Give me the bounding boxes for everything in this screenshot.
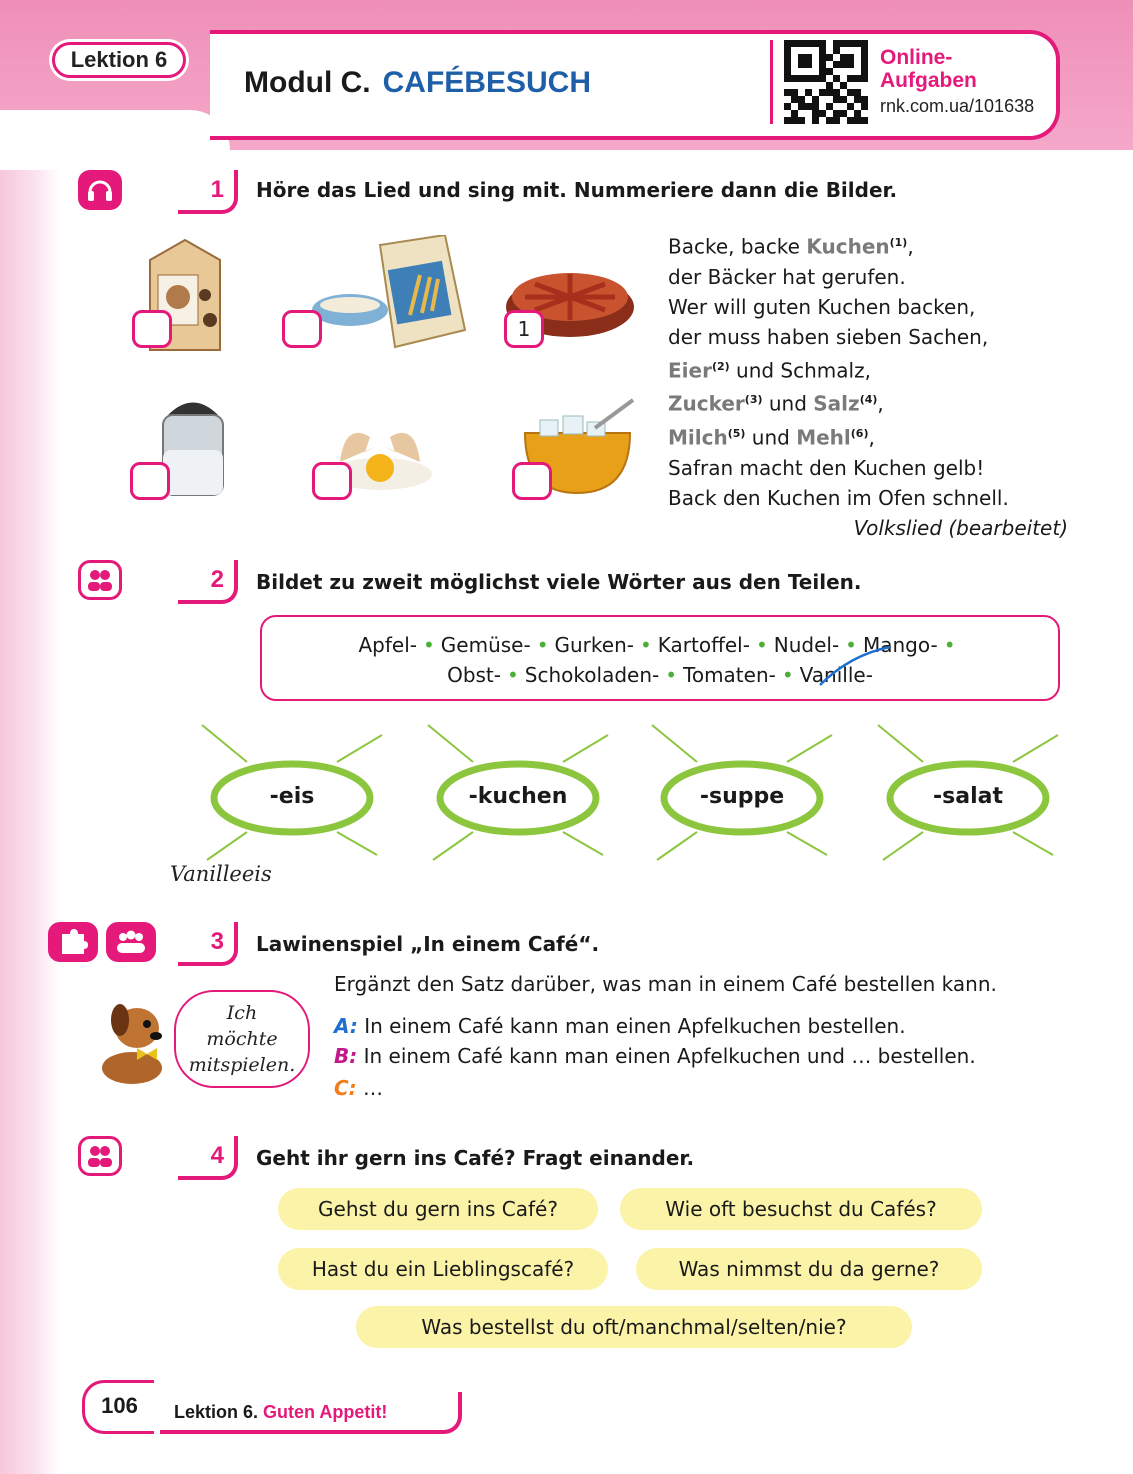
task-number: 3 [178,922,238,966]
suffix-cloud [192,720,392,880]
suffix-label: -eis [269,784,315,809]
example-answer: Vanilleeis [170,862,272,886]
example-line-c: C: … [334,1076,384,1100]
bullet-dot: • [845,633,857,657]
page-title [244,66,591,100]
picture-number-box[interactable] [282,310,322,348]
song-lyrics: Backe, backe Kuchen$^{(1)}$, der Bäcker hat gerufen. Wer will guten Kuchen backen, der muss haben sieben Sachen, Eier$^{(2)}$ und Schmalz, Zucker$^{(3)}$ und Salz$^{(4)}$, Milch$^{(5)}$ und Mehl$^{(6)}$, Safran macht den Kuchen gelb! Back den Kuchen im Ofen schnell. Volkslied (bearbeitet) [668,228,1068,543]
bullet-dot: • [639,633,652,657]
task-number: 4 [178,1136,238,1180]
suffix-cloud [868,720,1068,880]
top-band-cutout [0,110,230,170]
task-number: 2 [178,560,238,604]
online-url[interactable]: rnk.com.ua/101638 [880,96,1035,116]
task-title: Geht ihr gern ins Café? Fragt einander. [256,1146,695,1170]
question-chip: Hast du ein Lieblingscafé? [278,1248,608,1290]
page-left-edge [0,0,60,1474]
puppy-icon [92,990,174,1090]
word-row [262,660,1058,690]
task3-instruction: Ergänzt den Satz darüber, was man in einem Café bestellen kann. [334,972,997,996]
bullet-dot: • [423,633,435,657]
online-line2: Aufgaben [880,69,977,92]
suffix-cloud [418,720,618,880]
question-chip: Wie oft besuchst du Cafés? [620,1188,982,1230]
divider [770,40,773,124]
modul-label: Modul C. [244,66,371,99]
question-chip: Was nimmst du da gerne? [636,1248,982,1290]
modul-topic: CAFÉBESUCH [382,66,591,99]
page-number: 106 [82,1380,154,1434]
word-part: Vanille- [799,663,873,687]
strike-mark [815,645,895,690]
speech-bubble: Ich möchte mitspielen. [174,990,310,1088]
word-part: Obst- [447,663,501,687]
bullet-dot: • [665,663,678,687]
flour-bag-icon [310,235,470,350]
footer-title: Lektion 6. Guten Appetit! [160,1392,462,1434]
word-parts-box [260,615,1060,701]
word-part: Mango- [862,633,938,657]
qr-code-icon[interactable] [784,40,868,124]
bullet-dot: • [507,663,519,687]
word-part: Apfel- [358,633,417,657]
suffix-label: -salat [933,784,1003,809]
word-part: Nudel- [773,633,840,657]
word-part: Gurken- [554,633,634,657]
suffix-label: -suppe [699,784,785,809]
song-source: Volkslied (bearbeitet) [853,515,1068,540]
suffix-label: -kuchen [468,784,568,809]
online-line1: Online- [880,46,953,69]
pair-work-icon [78,560,122,600]
lektion-badge: Lektion 6 [52,42,186,78]
picture-number-box[interactable] [312,462,352,500]
task-number: 1 [178,170,238,214]
puzzle-icon [48,922,98,962]
example-line-b: B: In einem Café kann man einen Apfelkuchen und … bestellen. [334,1044,976,1068]
word-part: Schokoladen- [524,663,660,687]
word-part: Tomaten- [683,663,776,687]
task-title: Bildet zu zweit möglichst viele Wörter aus den Teilen. [256,570,862,594]
word-part: Gemüse- [440,633,531,657]
bullet-dot: • [536,633,549,657]
task-title: Lawinenspiel „In einem Café“. [256,932,600,956]
task-title: Höre das Lied und sing mit. Nummeriere dann die Bilder. [256,178,898,202]
picture-number-box[interactable] [512,462,552,500]
bullet-dot: • [755,633,768,657]
pair-work-icon [78,1136,122,1176]
word-part: Kartoffel- [657,633,750,657]
bullet-dot: • [943,633,956,657]
headphones-icon [78,170,122,210]
bullet-dot: • [781,663,794,687]
example-line-a: A: In einem Café kann man einen Apfelkuchen bestellen. [334,1014,906,1038]
word-row [262,630,1058,660]
group-work-icon [106,922,156,962]
suffix-cloud [642,720,842,880]
question-chip: Was bestellst du oft/manchmal/selten/nie? [356,1306,912,1348]
picture-number-box[interactable]: 1 [504,310,544,348]
question-chip: Gehst du gern ins Café? [278,1188,598,1230]
picture-number-box[interactable] [130,462,170,500]
online-tasks-label [880,46,977,92]
picture-number-box[interactable] [132,310,172,348]
